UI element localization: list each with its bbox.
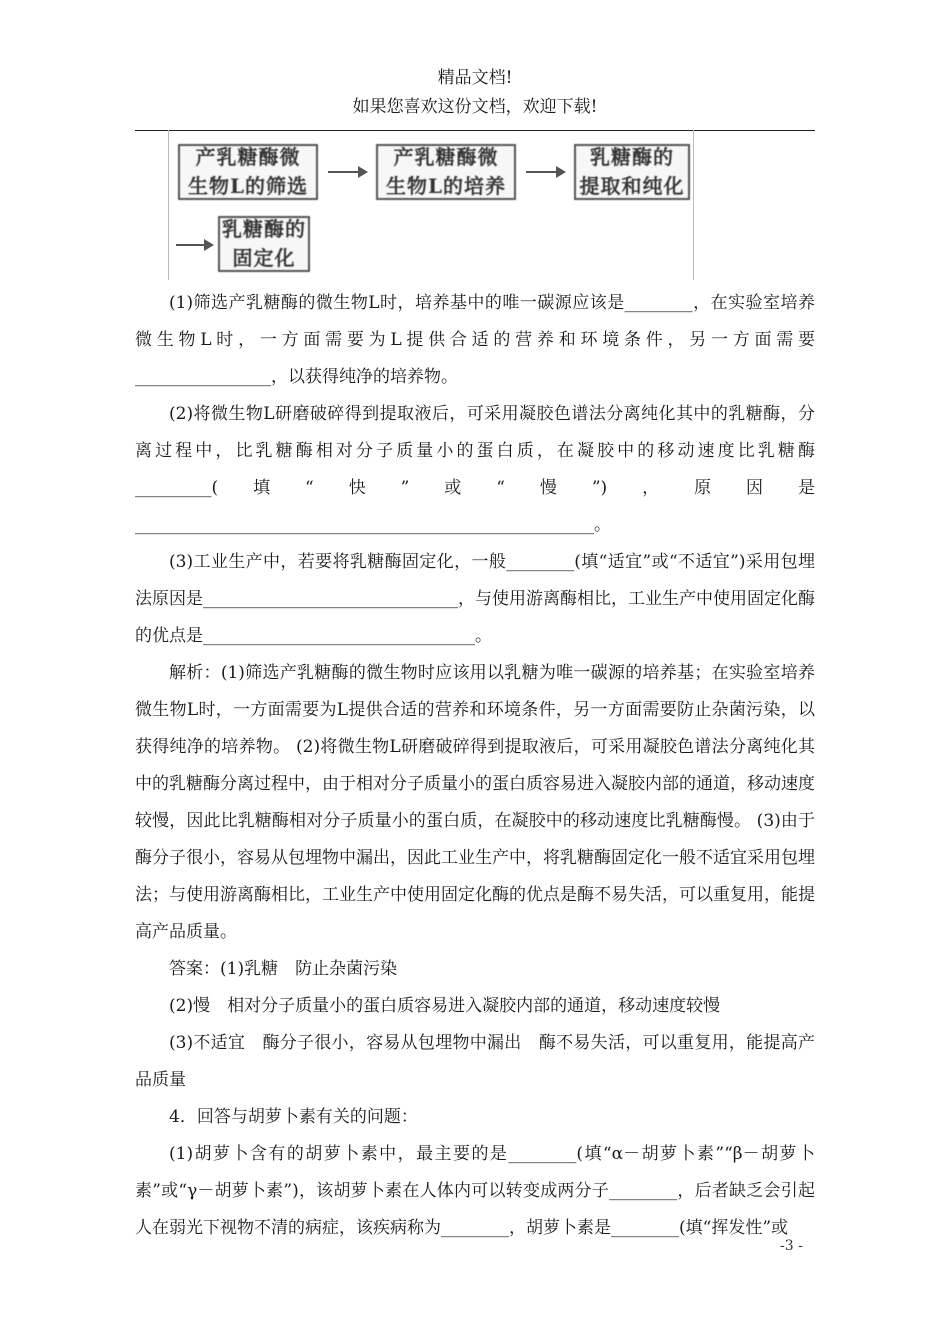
flowchart-step-extraction [574, 144, 690, 200]
flowchart-step-label: 提取和纯化 [579, 174, 685, 198]
flowchart-arrow [328, 171, 366, 173]
header-title: 精品文档! [437, 68, 513, 88]
page-header [0, 64, 950, 122]
document-body [135, 285, 815, 1247]
flowchart-step-label: 生物L的筛选 [187, 174, 309, 198]
flowchart-right-border [693, 130, 694, 280]
analysis-paragraph: 解析：(1)筛选产乳糖酶的微生物时应该用以乳糖为唯一碳源的培养基；在实验室培养微生物L时，一方面需要为L提供合适的营养和环境条件，另一方面需要防止杂菌污染，以获得纯净的培养物。 (2)将微生物L研磨破碎得到提取液后，可采用凝胶色谱法分离纯化其中的乳糖酶分离过程中，由于相对分子质量小的蛋白质容易进入凝胶内部的通道，移动速度较慢，因此比乳糖酶相对分子质量小的蛋白质，在凝胶中的移动速度比乳糖酶慢。 (3)由于酶分子很小，容易从包埋物中漏出，因此工业生产中，将乳糖酶固定化一般不适宜采用包埋法；与使用游离酶相比，工业生产中使用固定化酶的优点是酶不易失活，可以重复用，能提高产品质量。 [135, 663, 815, 942]
flowchart-step-label: 生物L的培养 [385, 174, 507, 198]
flowchart-step-label: 固定化 [232, 246, 296, 270]
answer-line-3: (3)不适宜 酶分子很小，容易从包埋物中漏出 酶不易失活，可以重复用，能提高产品质量 [135, 1033, 815, 1090]
answer-line-2: (2)慢 相对分子质量小的蛋白质容易进入凝胶内部的通道，移动速度较慢 [169, 996, 721, 1016]
flowchart-step-culture [376, 144, 516, 200]
question-4-title: 4．回答与胡萝卜素有关的问题： [169, 1107, 418, 1127]
question-4-part-1: (1)胡萝卜含有的胡萝卜素中，最主要的是________(填“α－胡萝卜素”“β－胡萝卜素”或“γ－胡萝卜素”)，该胡萝卜素在人体内可以转变成两分子________，后者缺乏会引起人在弱光下视物不清的病症，该疾病称为________，胡萝卜素是________(填“挥发性”或 [135, 1144, 815, 1238]
question-3-part-2: (2)将微生物L研磨破碎得到提取液后，可采用凝胶色谱法分离纯化其中的乳糖酶，分离过程中，比乳糖酶相对分子质量小的蛋白质，在凝胶中的移动速度比乳糖酶_________(填“快”或“慢”)，原因是______________________________________________________。 [135, 404, 815, 535]
flowchart-step-label: 产乳糖酶微 [393, 145, 499, 169]
answer-line-1: 答案：(1)乳糖 防止杂菌污染 [169, 959, 398, 979]
flowchart-step-label: 乳糖酶的 [590, 145, 674, 169]
flowchart-step-immobilization [218, 216, 310, 272]
flowchart-arrow [526, 171, 564, 173]
question-3-part-3: (3)工业生产中，若要将乳糖酶固定化，一般________(填“适宜”或“不适宜”)采用包埋法原因是______________________________，与使用游离酶相比，工业生产中使用固定化酶的优点是________________________________。 [135, 552, 815, 646]
question-3-part-1: (1)筛选产乳糖酶的微生物L时，培养基中的唯一碳源应该是________，在实验室培养微生物L时，一方面需要为L提供合适的营养和环境条件，另一方面需要________________，以获得纯净的培养物。 [135, 293, 815, 387]
flowchart-left-border [168, 130, 169, 280]
page-number: -3 - [780, 1238, 803, 1254]
flowchart [168, 130, 694, 280]
header-subtitle: 如果您喜欢这份文档，欢迎下载! [352, 97, 598, 117]
flowchart-step-label: 乳糖酶的 [222, 217, 306, 241]
flowchart-step-screening [178, 144, 318, 200]
flowchart-step-label: 产乳糖酶微 [195, 145, 301, 169]
flowchart-arrow [176, 244, 212, 246]
